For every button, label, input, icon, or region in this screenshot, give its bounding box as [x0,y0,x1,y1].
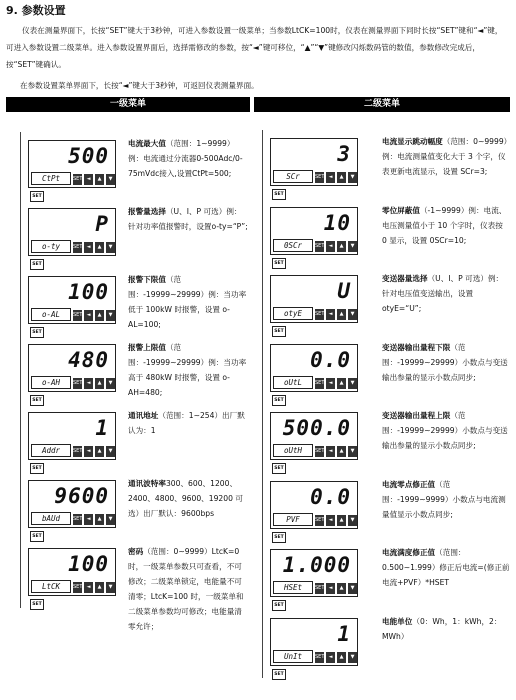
left-key-icon: ◄ [326,172,335,183]
up-key-icon: ▲ [337,446,346,457]
parameter-code: HSEt [273,581,313,594]
set-key-icon: SET [30,327,44,338]
set-key-icon: SET [272,600,286,611]
down-key-icon: ▼ [348,241,357,252]
up-key-icon: ▲ [95,446,104,457]
display-value: 9600 [54,484,109,508]
parameter-display [270,344,358,392]
intro-paragraph: 仪表在测量界面下，长按“SET”键大于3秒钟，可进入参数设置一级菜单；当参数LtCK=100时，仪表在测量界面下同时长按“SET”键和“◄”键，可进入参数设置二级菜单。进入参数设置界面后，选择需修改的参数，按“◄”键可移位，“▲”“▼”键修改闪烁数码管的数值，参数修改完成后，按“SET”键确认。 [6,26,503,69]
parameter-code: 0SCr [273,239,313,252]
parameter-description [128,136,248,181]
parameter-code: o-AL [31,308,71,321]
set-key-icon: SET [315,446,324,457]
parameter-name: 变送器输出量程下限 [382,342,451,352]
parameter-code: oUtL [273,376,313,389]
parameter-description [382,477,510,522]
parameter-detail: （范围：0~9999）LtcK=0 时，一级菜单参数只可查看，不可修改；二级菜单锁定，电能量不可清零；LtcK=100 时，一级菜单和二级菜单参数均可修改；电能量清零允许； [128,547,244,631]
parameter-detail: （0：Wh，1：kWh，2：MWh） [382,616,502,641]
left-key-icon: ◄ [326,515,335,526]
set-key-icon: SET [30,531,44,542]
display-value: 0.0 [310,484,351,509]
loop-line [20,132,21,608]
parameter-code: otyE [273,307,313,320]
parameter-code: CtPt [31,172,71,185]
down-key-icon: ▼ [106,378,115,389]
parameter-name: 电能单位 [382,616,413,626]
up-key-icon: ▲ [337,378,346,389]
intro-text [6,22,510,73]
set-key-icon: SET [73,174,82,185]
up-key-icon: ▲ [337,652,346,663]
parameter-name: 报警量选择 [128,207,166,216]
display-value: 1.000 [282,553,351,577]
parameter-detail: （范围：-19999~29999）例：当功率高于 480kW 时报警，设置 o-AH=480; [128,343,247,397]
loop-line [262,130,263,678]
down-key-icon: ▼ [348,583,357,594]
up-key-icon: ▲ [95,174,104,185]
set-key-icon: SET [272,189,286,200]
left-key-icon: ◄ [84,582,93,593]
section-title: 9. 参数设置 [6,4,66,17]
left-key-icon: ◄ [326,378,335,389]
down-key-icon: ▼ [348,378,357,389]
parameter-name: 变送器输出量程上限 [382,411,451,420]
set-key-icon: SET [30,191,44,202]
set-key-icon: SET [73,514,82,525]
parameter-display [28,548,116,596]
left-key-icon: ◄ [326,583,335,594]
parameter-display [270,618,358,666]
up-key-icon: ▲ [95,378,104,389]
down-key-icon: ▼ [348,515,357,526]
set-key-icon: SET [272,395,286,406]
set-key-icon: SET [315,583,324,594]
set-key-icon: SET [73,582,82,593]
set-key-icon: SET [30,599,44,610]
up-key-icon: ▲ [95,310,104,321]
set-key-icon: SET [272,463,286,474]
parameter-code: SCr [273,170,313,183]
up-key-icon: ▲ [95,514,104,525]
set-key-icon: SET [272,669,286,680]
parameter-detail: （范围：0.500~1.999）修正后电流=(修正前电流+PVF）*HSET [382,548,510,587]
parameter-display [28,480,116,528]
parameter-detail: （范围：-19999~29999）小数点与变送输出参量的显示小数点同步; [382,411,508,450]
set-key-icon: SET [30,395,44,406]
parameter-description [128,544,248,634]
parameter-detail: （范围：0~9999）例：电流测量值变化大于 3 个字，仪表更新电流显示，设置 SCr=3; [382,137,508,176]
return-note: 在参数设置菜单界面下，长按“◄”键大于3秒钟，可返回仪表测量界面。 [20,81,259,90]
left-key-icon: ◄ [326,241,335,252]
parameter-name: 电流显示跳动幅度 [382,137,443,146]
parameter-code: o-ty [31,240,71,253]
set-key-icon: SET [315,241,324,252]
parameter-name: 密码 [128,547,144,556]
parameter-display [28,344,116,392]
display-value: 100 [68,552,109,576]
set-key-icon: SET [73,310,82,321]
set-key-icon: SET [73,446,82,457]
set-key-icon: SET [315,172,324,183]
parameter-name: 变送器量选择 [382,274,428,283]
parameter-display [270,549,358,597]
down-key-icon: ▼ [348,652,357,663]
left-key-icon: ◄ [84,378,93,389]
parameter-name: 电流最大值 [128,139,166,148]
down-key-icon: ▼ [106,446,115,457]
parameter-name: 零位屏蔽值 [382,205,420,215]
parameter-description [382,545,510,590]
left-key-icon: ◄ [84,242,93,253]
set-key-icon: SET [272,258,286,269]
level1-header: 一级菜单 [6,97,250,112]
parameter-code: oUtH [273,444,313,457]
left-key-icon: ◄ [84,174,93,185]
display-value: 500 [68,144,109,168]
up-key-icon: ▲ [95,582,104,593]
parameter-detail: （范围：1~254）出厂默认为：1 [128,411,245,435]
parameter-description [382,271,510,316]
parameter-detail: （范围：-19999~29999）例：当功率低于 100kW 时报警，设置 o-AL=100; [128,275,247,329]
display-value: U [337,279,351,303]
down-key-icon: ▼ [106,174,115,185]
display-value: 3 [337,142,351,166]
down-key-icon: ▼ [348,309,357,320]
parameter-display [270,207,358,255]
parameter-description [128,204,248,234]
up-key-icon: ▲ [337,241,346,252]
set-key-icon: SET [315,652,324,663]
up-key-icon: ▲ [337,515,346,526]
parameter-display [28,208,116,256]
up-key-icon: ▲ [337,583,346,594]
parameter-display [28,276,116,324]
display-value: 10 [323,210,351,235]
parameter-description [382,614,510,644]
parameter-name: 报警上限值 [128,343,166,352]
parameter-detail: （-1~9999）例：电流、电压测量值小于 10 个字时，仪表按 0 显示，设置 0SCr=10; [382,205,507,245]
parameter-description [128,272,248,332]
parameter-name: 通讯波特率 [128,479,166,488]
down-key-icon: ▼ [106,582,115,593]
display-value: 1 [337,621,351,646]
down-key-icon: ▼ [106,242,115,253]
parameter-display [270,412,358,460]
parameter-display [270,275,358,323]
parameter-code: Addr [31,444,71,457]
up-key-icon: ▲ [337,309,346,320]
parameter-detail: （U、I、P 可选）例：针对电压值变送输出，设置 otyE=“U”; [382,274,504,313]
left-key-icon: ◄ [326,446,335,457]
parameter-description [128,340,248,400]
set-key-icon: SET [272,326,286,337]
down-key-icon: ▼ [348,446,357,457]
set-key-icon: SET [272,532,286,543]
down-key-icon: ▼ [106,514,115,525]
set-key-icon: SET [73,378,82,389]
parameter-name: 通讯地址 [128,411,159,420]
set-key-icon: SET [73,242,82,253]
display-value: 100 [68,280,109,304]
parameter-code: LtCK [31,580,71,593]
parameter-detail: 300、600、1200、2400、4800、9600、19200 可选）出厂默认：9600bps [128,479,243,518]
parameter-name: 电流满度修正值 [382,548,436,557]
display-value: P [95,212,109,236]
parameter-display [270,481,358,529]
display-value: 480 [68,348,109,372]
parameter-description [382,340,510,385]
parameter-name: 报警下限值 [128,275,166,284]
level2-header: 二级菜单 [254,97,510,112]
left-key-icon: ◄ [326,652,335,663]
parameter-code: o-AH [31,376,71,389]
left-key-icon: ◄ [84,514,93,525]
parameter-code: UnIt [273,650,313,663]
set-key-icon: SET [315,515,324,526]
parameter-detail: （范围：-1999~9999）小数点与电流测量值显示小数点同步; [382,479,506,519]
parameter-description [128,476,248,521]
parameter-description [128,408,248,438]
parameter-code: bAUd [31,512,71,525]
up-key-icon: ▲ [95,242,104,253]
parameter-display [28,140,116,188]
parameter-detail: （U、I、P 可选）例：针对功率值报警时，设置o-ty=“P”; [128,207,248,231]
parameter-description [382,408,510,453]
parameter-detail: （范围：-19999~29999）小数点与变送输出参量的显示小数点同步; [382,342,508,382]
display-value: 500.0 [282,416,351,440]
set-key-icon: SET [30,259,44,270]
parameter-code: PVF [273,513,313,526]
parameter-detail: （范围：1~9999）例：电流通过分流器0-500Adc/0-75mVdc接入,设置CtPt=500; [128,139,243,178]
down-key-icon: ▼ [106,310,115,321]
left-key-icon: ◄ [84,446,93,457]
left-key-icon: ◄ [326,309,335,320]
parameter-name: 电流零点修正值 [382,479,436,489]
display-value: 1 [95,416,109,440]
parameter-display [270,138,358,186]
down-key-icon: ▼ [348,172,357,183]
up-key-icon: ▲ [337,172,346,183]
display-value: 0.0 [310,347,351,372]
set-key-icon: SET [30,463,44,474]
parameter-description [382,134,510,179]
parameter-description [382,203,510,248]
set-key-icon: SET [315,309,324,320]
set-key-icon: SET [315,378,324,389]
left-key-icon: ◄ [84,310,93,321]
parameter-display [28,412,116,460]
